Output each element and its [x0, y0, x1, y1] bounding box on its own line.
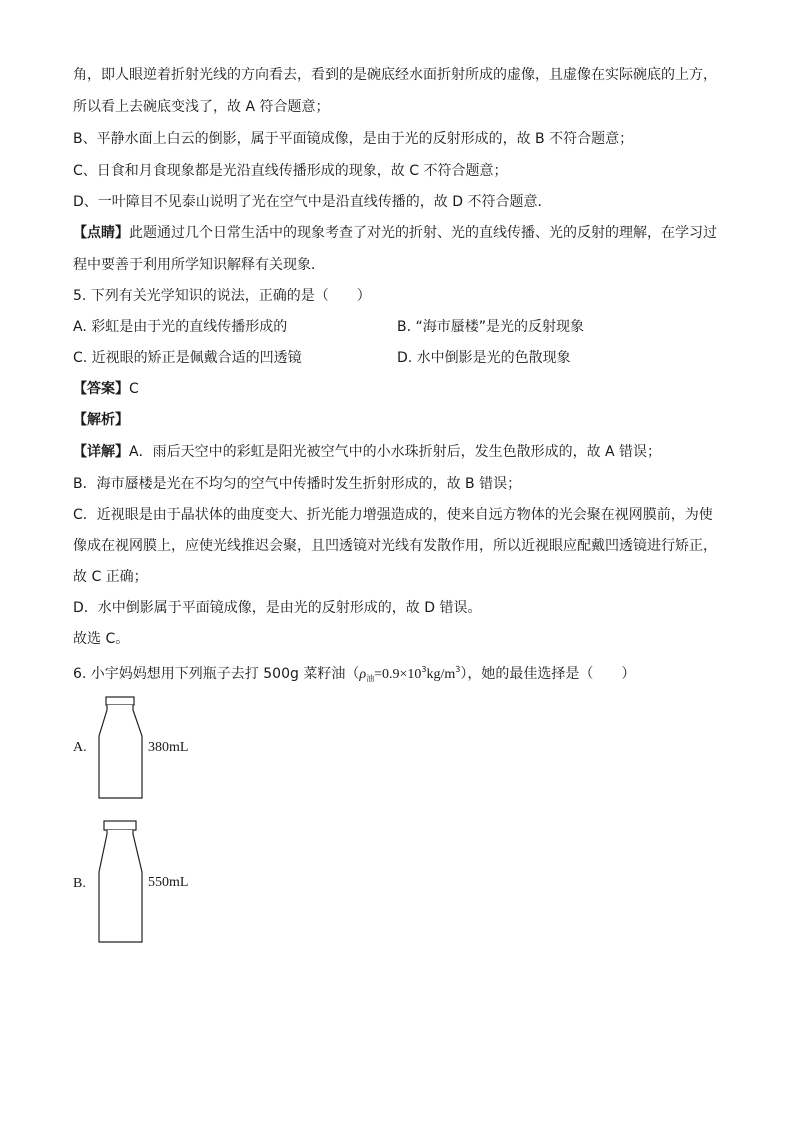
explanation-line: D、一叶障目不见泰山说明了光在空气中是沿直线传播的，故 D 不符合题意． [73, 194, 552, 210]
comment-line: 程中要善于利用所学知识解释有关现象． [73, 257, 325, 273]
q6-option-b-letter: B. [73, 876, 86, 891]
explanation-line: 角，即人眼逆着折射光线的方向看去，看到的是碗底经水面折射所成的虚像，且虚像在实际碗底的上方， [73, 67, 717, 83]
explanation-line: C、日食和月食现象都是光沿直线传播形成的现象，故 C 不符合题意； [73, 163, 508, 179]
q6-option-a-volume: 380mL [148, 740, 189, 755]
q5-option-d: D. 水中倒影是光的色散现象 [397, 350, 571, 366]
rho-symbol: ρ [359, 667, 367, 682]
q5-option-a: A. 彩虹是由于光的直线传播形成的 [73, 319, 288, 335]
q6-stem-pre: 6. 小宇妈妈想用下列瓶子去打 500g 菜籽油（ [73, 666, 360, 682]
bottle-a-icon [96, 694, 146, 802]
detail-c2: 像成在视网膜上，应使光线推迟会聚，且凹透镜对光线有发散作用，所以近视眼应配戴凹透镜进行矫正， [73, 538, 717, 554]
density-exponent: 3 [421, 665, 427, 674]
rho-subscript: 油 [366, 674, 375, 683]
question-5-stem: 5. 下列有关光学知识的说法，正确的是（ ） [73, 288, 371, 304]
q6-option-a-letter: A. [73, 740, 87, 755]
unit-exponent: 3 [455, 665, 461, 674]
detail-line [73, 443, 661, 461]
q6-stem-post: ），她的最佳选择是（ ） [460, 666, 636, 682]
detail-tag: 【详解】 [73, 444, 129, 460]
explanation-line: B、平静水面上白云的倒影，属于平面镜成像，是由于光的反射形成的，故 B 不符合题意； [73, 131, 634, 147]
q5-option-b: B. “海市蜃楼”是光的反射现象 [397, 319, 585, 335]
answer-value: C [129, 381, 139, 397]
comment-line [73, 224, 717, 242]
density-unit: kg/m [426, 667, 456, 682]
detail-c3: 故 C 正确； [73, 569, 148, 585]
question-6-stem [73, 661, 635, 688]
answer-tag: 【答案】 [73, 381, 129, 397]
detail-d: D．水中倒影属于平面镜成像，是由光的反射形成的，故 D 错误。 [73, 600, 482, 616]
analysis-tag: 【解析】 [73, 412, 129, 428]
q5-option-c: C. 近视眼的矫正是佩戴合适的凹透镜 [73, 350, 302, 366]
detail-b: B．海市蜃楼是光在不均匀的空气中传播时发生折射形成的，故 B 错误； [73, 476, 522, 492]
comment-text: 此题通过几个日常生活中的现象考查了对光的折射、光的直线传播、光的反射的理解，在学习过 [129, 225, 717, 241]
comment-tag: 【点睛】 [73, 225, 129, 241]
conclusion: 故选 C。 [73, 631, 130, 647]
density-value: =0.9×10 [374, 667, 422, 682]
explanation-line: 所以看上去碗底变浅了，故 A 符合题意； [73, 99, 330, 115]
detail-a: A．雨后天空中的彩虹是阳光被空气中的小水珠折射后，发生色散形成的，故 A 错误； [129, 444, 662, 460]
bottle-b-icon [96, 818, 146, 946]
q5-answer [73, 380, 139, 398]
detail-c1: C．近视眼是由于晶状体的曲度变大、折光能力增强造成的，使来自远方物体的光会聚在视网膜前，为使 [73, 507, 713, 523]
q6-option-b-volume: 550mL [148, 875, 189, 890]
